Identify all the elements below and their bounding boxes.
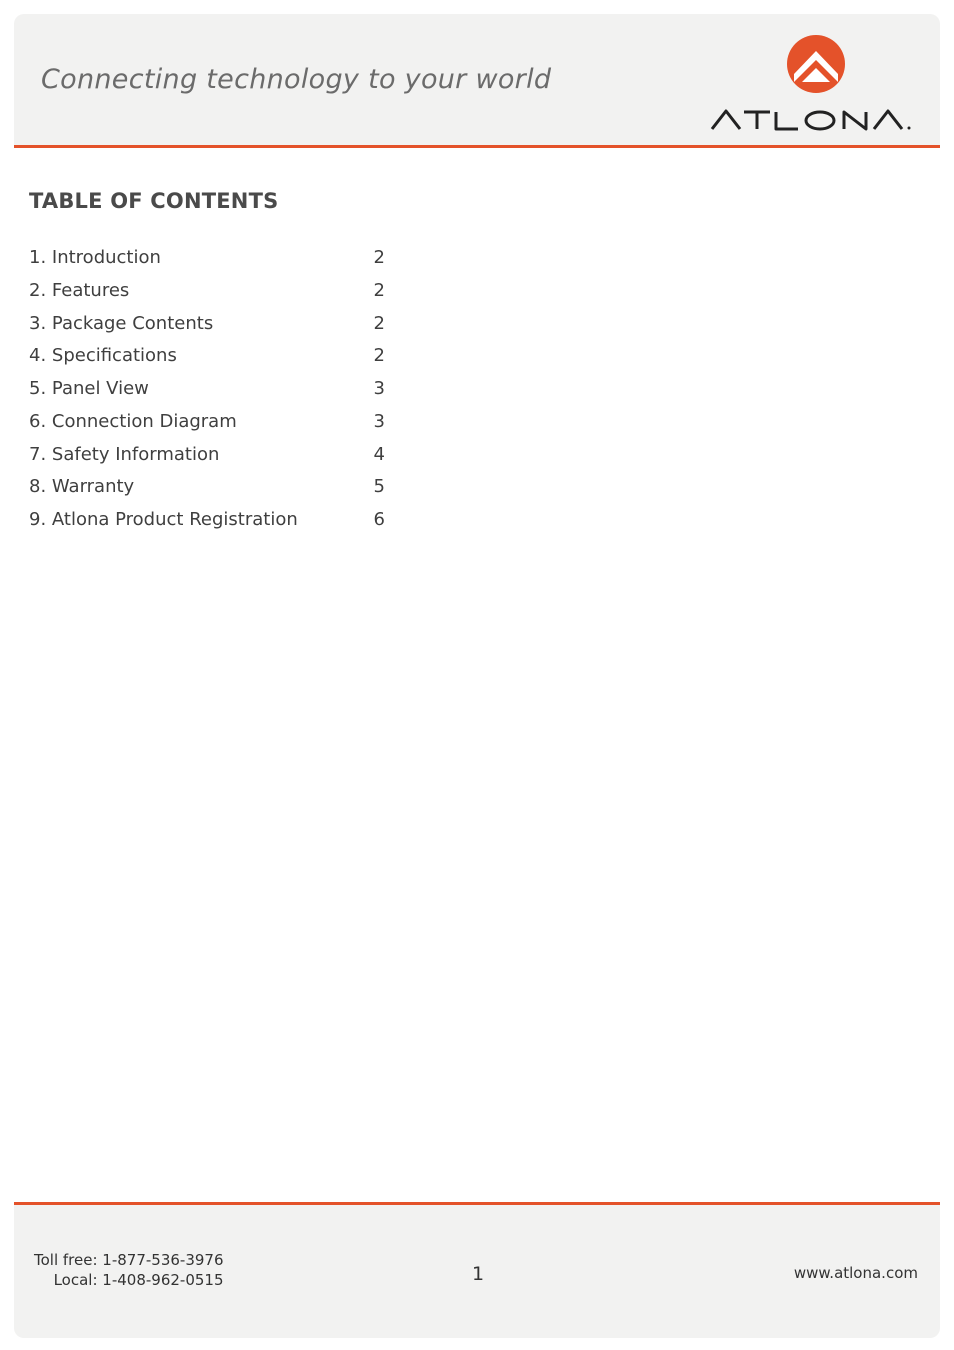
page-header — [14, 14, 940, 148]
toc-item-label: 8. Warranty — [29, 476, 135, 498]
toc-item[interactable] — [29, 409, 389, 442]
toc-item-label: 9. Atlona Product Registration — [29, 509, 298, 530]
toc-item-label: 4. Specifications — [29, 345, 177, 367]
atlona-logo — [698, 34, 918, 134]
toc-title: TABLE OF CONTENTS — [29, 189, 279, 213]
toc-item[interactable] — [29, 278, 389, 311]
toc-item-label: 3. Package Contents — [29, 312, 214, 334]
toc-item-page: 4 — [373, 443, 385, 465]
logo-emblem-icon — [787, 35, 845, 93]
toc-item[interactable] — [29, 474, 389, 507]
toc-item-page: 3 — [373, 410, 385, 432]
toc-item-page: 2 — [373, 247, 385, 268]
contact-info — [34, 1250, 224, 1290]
toc-item-page: 2 — [373, 312, 385, 334]
local-number: Local: 1-408-962-0515 — [53, 1271, 224, 1289]
website-link[interactable]: www.atlona.com — [793, 1264, 918, 1282]
toc-item-page: 5 — [373, 476, 385, 498]
toc-item-page: 2 — [373, 279, 385, 301]
toc-item-page: 6 — [373, 509, 385, 530]
page-footer — [14, 1202, 940, 1338]
toc-item-page: 2 — [373, 345, 385, 367]
page-number: 1 — [472, 1263, 485, 1285]
toc-item-label: 2. Features — [29, 279, 130, 301]
toc-list — [29, 245, 389, 540]
toc-item[interactable] — [29, 311, 389, 344]
toc-item-label: 1. Introduction — [29, 247, 161, 268]
toll-free-number: Toll free: 1-877-536-3976 — [34, 1251, 224, 1269]
toc-item[interactable] — [29, 245, 389, 278]
toc-item[interactable] — [29, 442, 389, 475]
toc-item[interactable] — [29, 376, 389, 409]
toc-item-label: 5. Panel View — [29, 378, 149, 399]
toc-item-page: 3 — [373, 378, 385, 399]
toc-item-label: 6. Connection Diagram — [29, 410, 237, 432]
logo-wordmark — [712, 111, 902, 129]
toc-item[interactable] — [29, 343, 389, 376]
toc-item[interactable] — [29, 507, 389, 540]
tagline: Connecting technology to your world — [41, 64, 552, 95]
toc-item-label: 7. Safety Information — [29, 443, 220, 465]
